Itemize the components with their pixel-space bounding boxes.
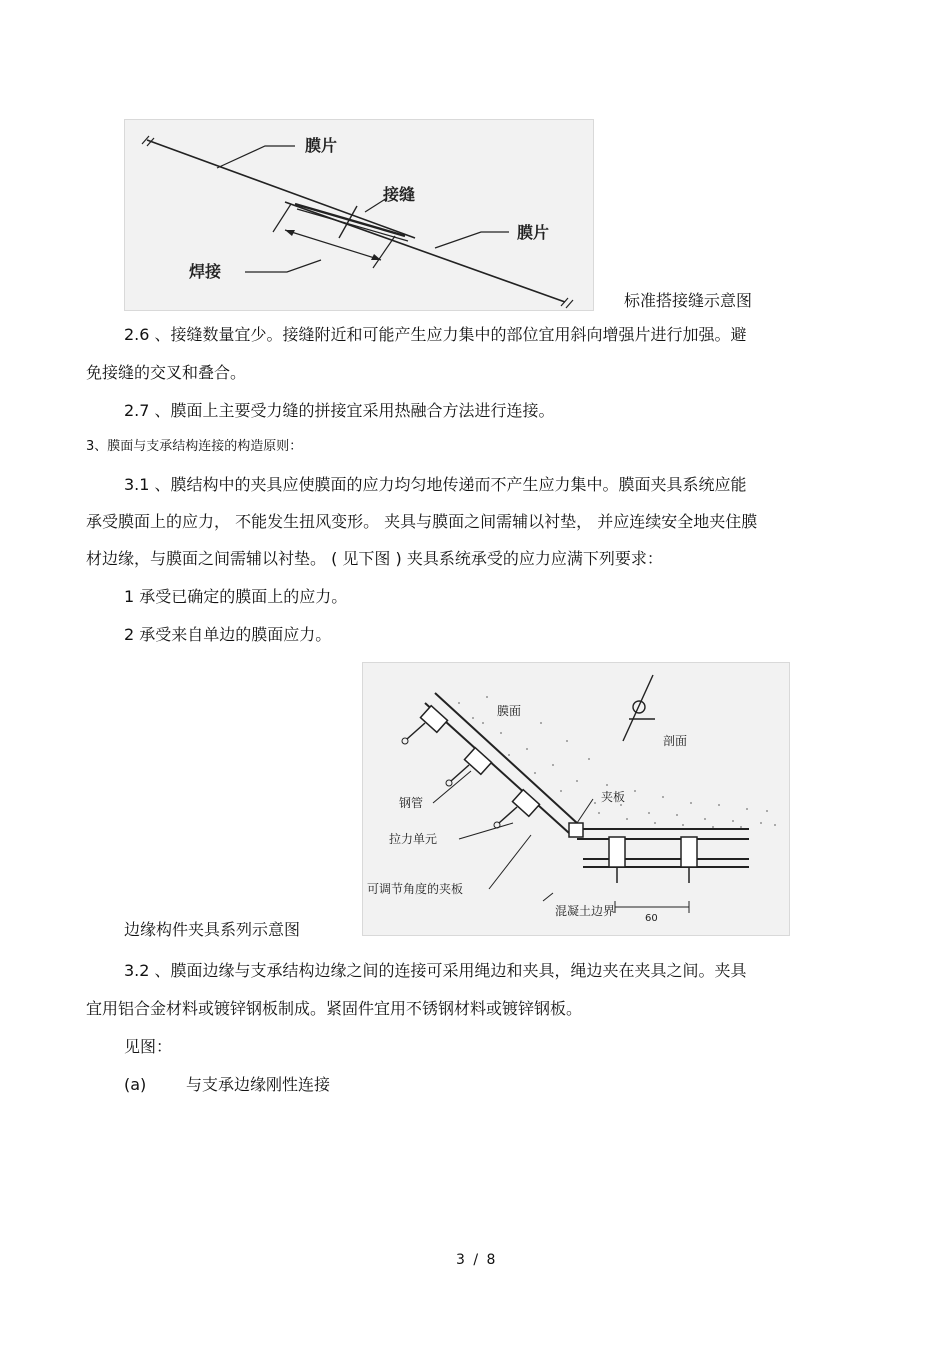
label-adjustable-clamp: 可调节角度的夹板 <box>367 882 464 896</box>
label-section: 剖面 <box>663 734 688 748</box>
figure-lap-seam <box>124 119 594 311</box>
para-3-1-line2: 承受膜面上的应力， 不能发生扭风变形。 夹具与膜面之间需辅以衬垫， 并应连续安全地夹住膜 <box>86 512 758 531</box>
edge-clamp-diagram <box>363 663 789 935</box>
page-number: 3 / 8 <box>456 1252 498 1268</box>
para-2-6-line2: 免接缝的交叉和叠合。 <box>86 363 247 382</box>
para-2-6-line1: 2.6 、接缝数量宜少。接缝附近和可能产生应力集中的部位宜用斜向增强片进行加强。避 <box>124 325 747 344</box>
lap-seam-diagram <box>125 120 593 310</box>
label-seam: 接缝 <box>383 185 416 204</box>
label-membrane-right: 膜片 <box>517 223 550 242</box>
para-3-2-line2: 宜用铝合金材料或镀锌钢板制成。紧固件宜用不锈钢材料或镀锌钢板。 <box>86 999 583 1018</box>
label-steel-pipe: 钢管 <box>399 796 424 810</box>
para-3-1-line1: 3.1 、膜结构中的夹具应使膜面的应力均匀地传递而不产生应力集中。膜面夹具系统应能 <box>124 475 747 494</box>
heading-3: 3、膜面与支承结构连接的构造原则： <box>86 439 303 454</box>
figure2-caption: 边缘构件夹具系列示意图 <box>124 920 301 939</box>
requirement-2: 2 承受来自单边的膜面应力。 <box>124 625 332 644</box>
requirement-1: 1 承受已确定的膜面上的应力。 <box>124 587 348 606</box>
figure-edge-clamp <box>362 662 790 936</box>
para-3-1-line3: 材边缘，与膜面之间需辅以衬垫。 ( 见下图 ) 夹具系统承受的应力应满下列要求： <box>86 549 663 568</box>
label-membrane: 膜面 <box>497 704 522 718</box>
figure1-caption: 标准搭接缝示意图 <box>624 291 753 310</box>
label-tension-unit: 拉力单元 <box>389 832 438 846</box>
item-a-text: 与支承边缘刚性连接 <box>186 1075 331 1094</box>
label-membrane-top: 膜片 <box>305 136 338 155</box>
item-a-marker: (a) <box>124 1075 147 1094</box>
para-3-2-line1: 3.2 、膜面边缘与支承结构边缘之间的连接可采用绳边和夹具，绳边夹在夹具之间。夹具 <box>124 961 747 980</box>
label-clamp-plate: 夹板 <box>601 790 626 804</box>
label-dimension: 60 <box>645 913 658 924</box>
label-concrete-edge: 混凝土边界 <box>555 904 616 918</box>
see-figure: 见图： <box>124 1037 173 1056</box>
para-2-7: 2.7 、膜面上主要受力缝的拼接宜采用热融合方法进行连接。 <box>124 401 555 420</box>
label-weld: 焊接 <box>189 262 222 281</box>
